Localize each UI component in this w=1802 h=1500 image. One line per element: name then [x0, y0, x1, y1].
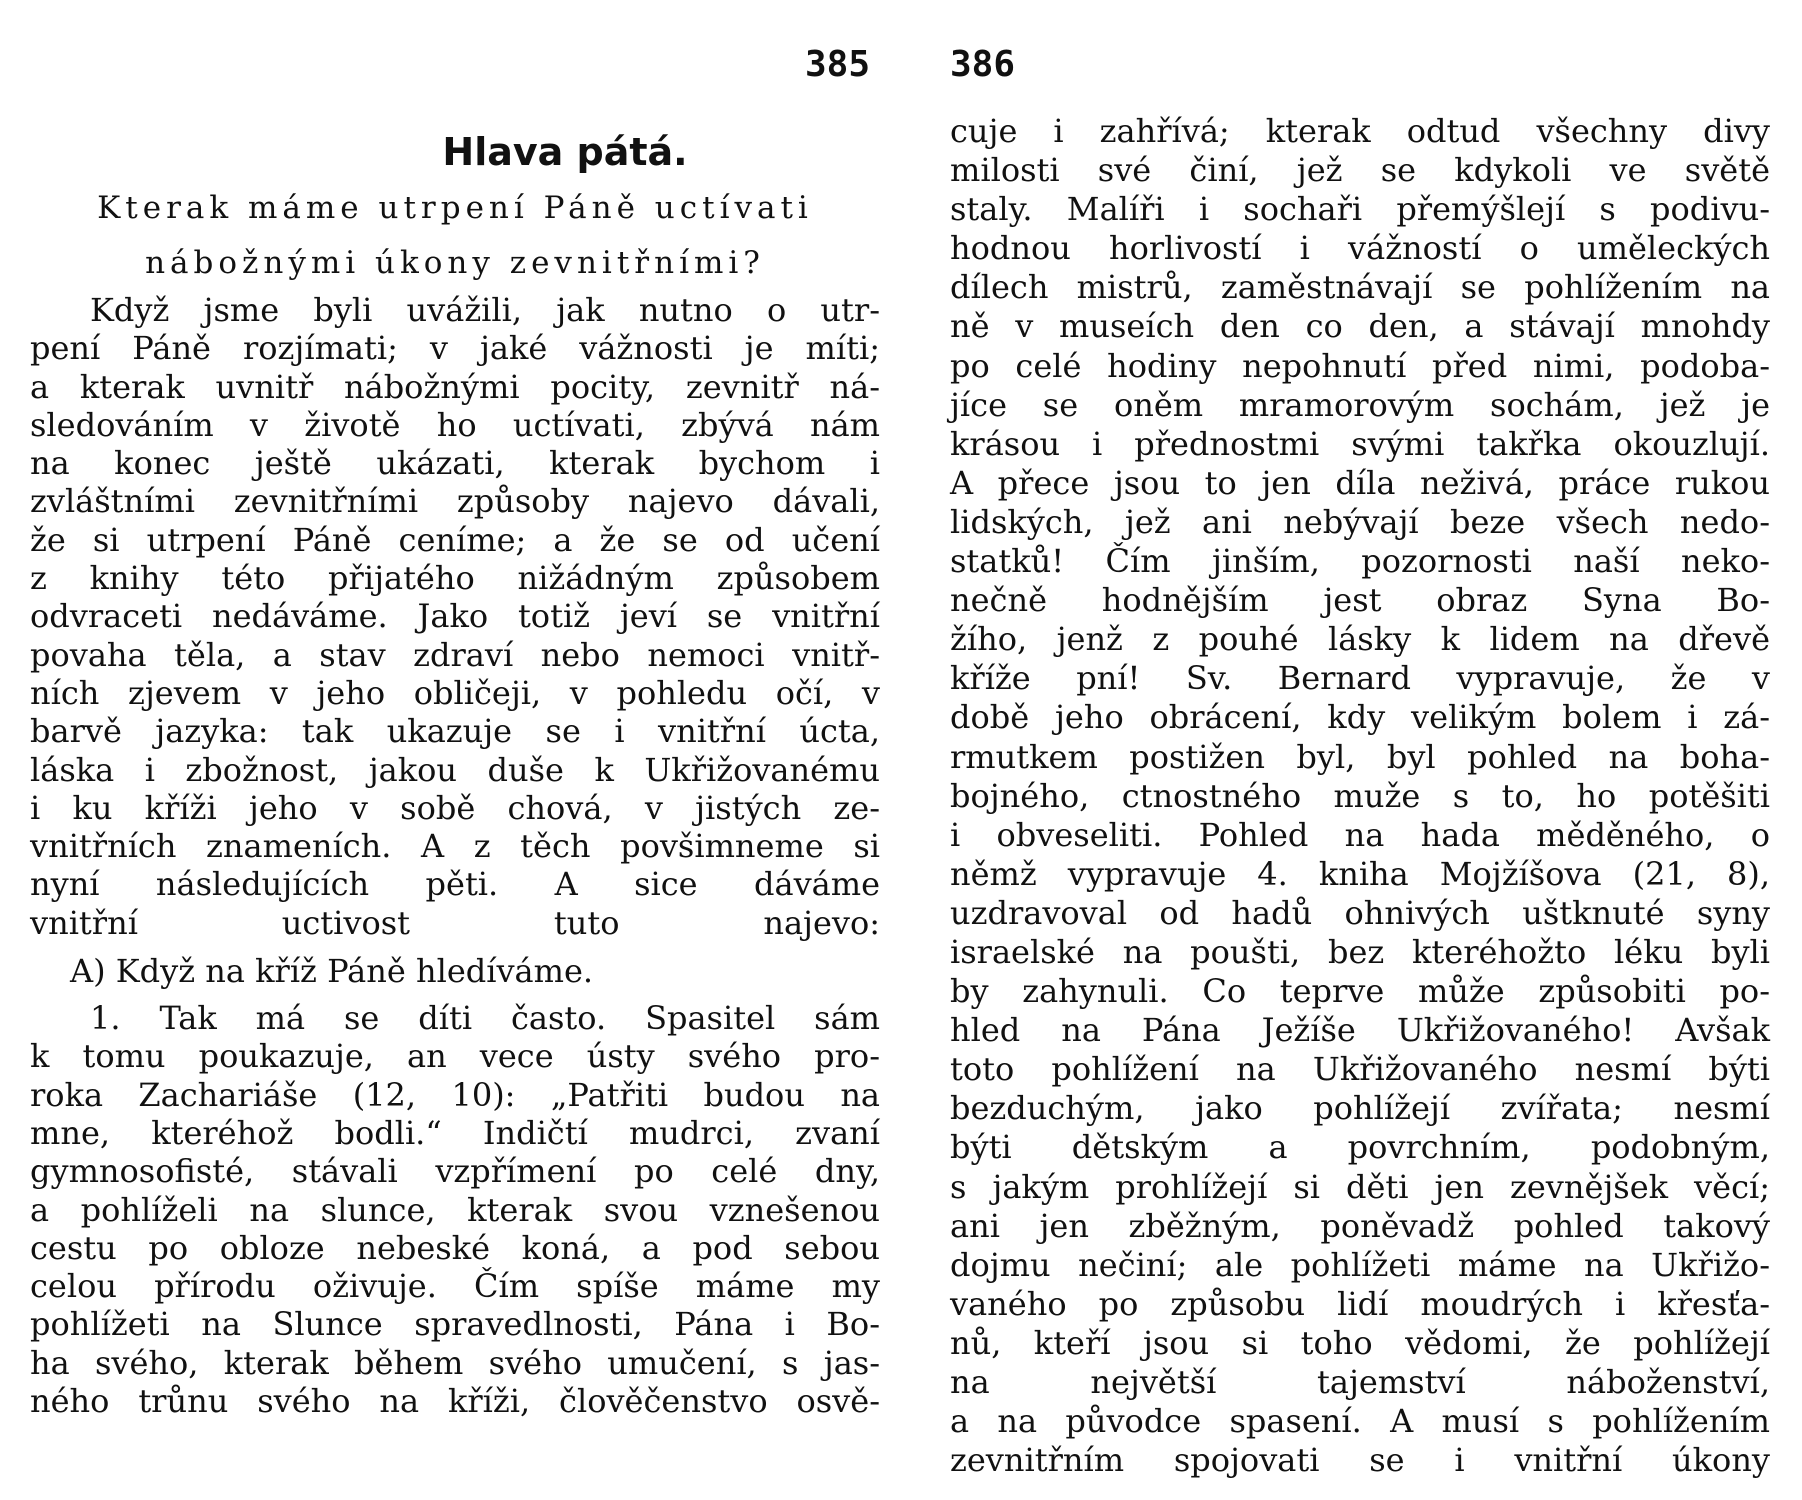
- text-line: milosti své činí, jež se kdykoli ve světě: [950, 151, 1770, 190]
- text-line: ani jen zběžným, poněvadž pohled takový: [950, 1206, 1770, 1245]
- text-line: statků! Čím jinším, pozornosti naší neko-: [950, 542, 1770, 581]
- text-line: a pohlíželi na slunce, kterak svou vznešenou: [30, 1190, 880, 1229]
- text-line: dojmu nečiní; ale pohlížeti máme na Ukřižo-: [950, 1245, 1770, 1284]
- section-heading: A) Když na kříž Páně hledíváme.: [70, 952, 594, 991]
- text-line: dílech mistrů, zaměstnávají se pohlížením na: [950, 268, 1770, 307]
- text-line: bezduchým, jako pohlížejí zvířata; nesmí: [950, 1089, 1770, 1128]
- right-page-text: [950, 112, 1770, 1480]
- text-line: uzdravoval od hadů ohnivých uštknuté syny: [950, 893, 1770, 932]
- text-line: roka Zachariáše (12, 10): „Patřiti budou na: [30, 1075, 880, 1114]
- subtitle-line: Kterak máme utrpení Páně uctívati: [97, 190, 813, 226]
- text-line: nyní následujících pěti. A sice dáváme: [30, 865, 880, 904]
- text-line: celou přírodu oživuje. Čím spíše máme my: [30, 1267, 880, 1306]
- text-line: ha svého, kterak během svého umučení, s jas-: [30, 1343, 880, 1382]
- section-paragraph: [30, 999, 880, 1420]
- text-line: ného trůnu svého na kříži, člověčenstvo osvě-: [30, 1382, 880, 1421]
- chapter-subtitle: [30, 181, 880, 291]
- text-line: jíce se oněm mramorovým sochám, jež je: [950, 385, 1770, 424]
- text-line: vnitřních znameních. A z těch povšimneme si: [30, 827, 880, 866]
- text-line: době jeho obrácení, kdy velikým bolem i zá-: [950, 698, 1770, 737]
- subtitle-line: nábožnými úkony zevnitřními?: [145, 245, 765, 281]
- text-line: hled na Pána Ježíše Ukřižovaného! Avšak: [950, 1011, 1770, 1050]
- text-line: zevnitřním spojovati se i vnitřní úkony: [950, 1441, 1770, 1480]
- text-line: pohlížeti na Slunce spravedlnosti, Pána i Bo-: [30, 1305, 880, 1344]
- text-line: odvraceti nedáváme. Jako totiž jeví se vnitřní: [30, 597, 880, 636]
- text-line: nečně hodnějším jest obraz Syna Bo-: [950, 581, 1770, 620]
- text-line: a kterak uvnitř nábožnými pocity, zevnitř ná-: [30, 367, 880, 406]
- text-line: gymnosofisté, stávali vzpřímení po celé dny,: [30, 1152, 880, 1191]
- text-line: láska i zbožnost, jakou duše k Ukřižovanému: [30, 750, 880, 789]
- text-line: býti dětským a povrchním, podobným,: [950, 1128, 1770, 1167]
- text-line: po celé hodiny nepohnutí před nimi, podoba-: [950, 346, 1770, 385]
- text-line: rmutkem postižen byl, byl pohled na boha-: [950, 737, 1770, 776]
- text-line: povaha těla, a stav zdraví nebo nemoci vnitř-: [30, 635, 880, 674]
- text-line: pení Páně rozjímati; v jaké vážnosti je míti;: [30, 329, 880, 368]
- text-line: k tomu poukazuje, an vece ústy svého pro-: [30, 1037, 880, 1076]
- text-line: vnitřní uctivost tuto najevo:: [30, 903, 880, 942]
- text-line: s jakým prohlížejí si děti jen zevnějšek věcí;: [950, 1167, 1770, 1206]
- text-line: krásou i přednostmi svými takřka okouzlují.: [950, 424, 1770, 463]
- text-line: na největší tajemství náboženství,: [950, 1363, 1770, 1401]
- text-line: barvě jazyka: tak ukazuje se i vnitřní úcta,: [30, 712, 880, 751]
- text-line: lidských, jež ani nebývají beze všech nedo-: [950, 502, 1770, 541]
- text-line: nů, kteří jsou si toho vědomi, že pohlížejí: [950, 1323, 1770, 1362]
- intro-paragraph: [30, 291, 880, 942]
- text-line: žího, jenž z pouhé lásky k lidem na dřevě: [950, 620, 1770, 659]
- text-line: že si utrpení Páně ceníme; a že se od učení: [30, 520, 880, 559]
- text-line: hodnou horlivostí i vážností o uměleckých: [950, 229, 1770, 268]
- text-line: staly. Malíři i sochaři přemýšlejí s podivu-: [950, 190, 1770, 229]
- text-line: cestu po obloze nebeské koná, a pod sebou: [30, 1228, 880, 1267]
- text-line: mne, kteréhož bodli.“ Indičtí mudrci, zvaní: [30, 1113, 880, 1152]
- left-page-text: [30, 123, 880, 1420]
- text-line: toto pohlížení na Ukřižovaného nesmí býti: [950, 1050, 1770, 1089]
- text-line: by zahynuli. Co teprve může způsobiti po-: [950, 972, 1770, 1011]
- text-line: a na původce spasení. A musí s pohlížením: [950, 1402, 1770, 1441]
- text-line: z knihy této přijatého nižádným způsobem: [30, 559, 880, 598]
- text-line: němž vypravuje 4. kniha Mojžíšova (21, 8),: [950, 854, 1770, 893]
- text-line: israelské na poušti, bez kteréhožto léku byli: [950, 932, 1770, 971]
- text-line: kříže pní! Sv. Bernard vypravuje, že v: [950, 659, 1770, 698]
- text-line: i obveseliti. Pohled na hada měděného, o: [950, 815, 1770, 854]
- text-line: bojného, ctnostného muže s to, ho potěšiti: [950, 776, 1770, 815]
- text-line: Když jsme byli uvážili, jak nutno o utr-: [90, 291, 880, 329]
- text-line: A přece jsou to jen díla neživá, práce rukou: [950, 463, 1770, 502]
- page-number-left: 385: [804, 44, 870, 85]
- text-line: ních zjevem v jeho obličeji, v pohledu očí, v: [30, 673, 880, 712]
- text-line: ně v museích den co den, a stávají mnohdy: [950, 307, 1770, 346]
- text-line: cuje i zahřívá; kterak odtud všechny divy: [950, 112, 1770, 150]
- text-line: zvláštními zevnitřními způsoby najevo dávali,: [30, 482, 880, 521]
- text-line: na konec ještě ukázati, kterak bychom i: [30, 444, 880, 483]
- text-line: vaného po způsobu lidí moudrých i křesťa-: [950, 1284, 1770, 1323]
- text-line: 1. Tak má se díti často. Spasitel sám: [90, 999, 880, 1038]
- chapter-title: Hlava pátá.: [442, 130, 688, 174]
- page-number-right: 386: [950, 44, 1016, 85]
- text-line: sledováním v životě ho uctívati, zbývá nám: [30, 405, 880, 444]
- text-line: i ku kříži jeho v sobě chová, v jistých ze-: [30, 788, 880, 827]
